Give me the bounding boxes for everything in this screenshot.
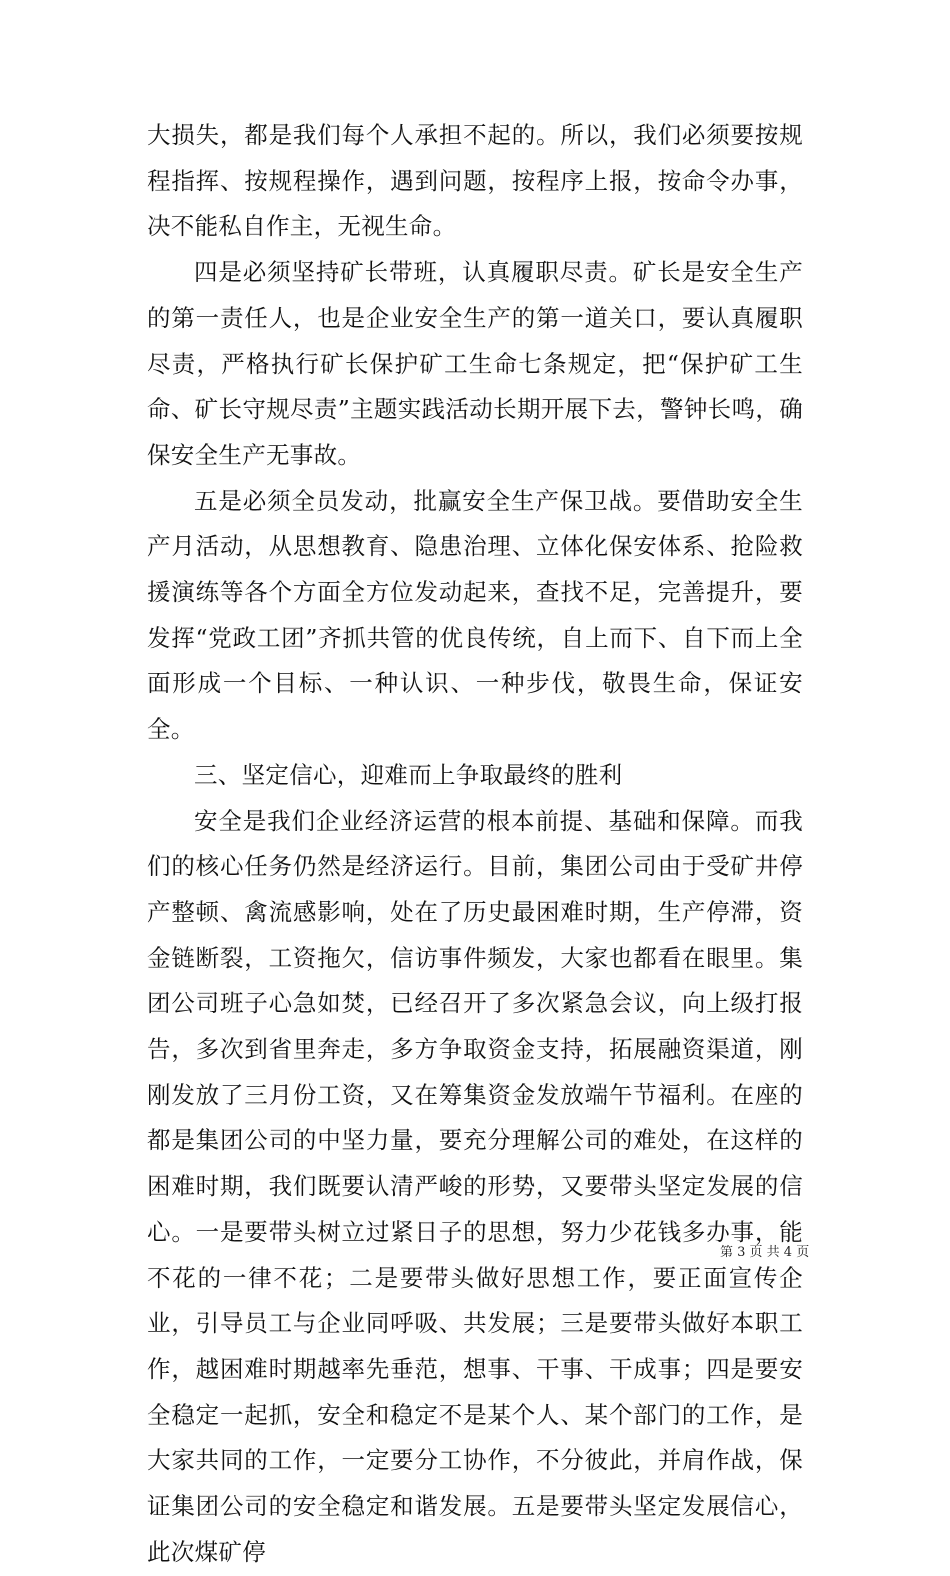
paragraph-continuation: 大损失，都是我们每个人承担不起的。所以，我们必须要按规程指挥、按规程操作，遇到问题，按程序上报，按命令办事，决不能私自作主，无视生命。 — [147, 121, 803, 241]
section-heading-three: 三、坚定信心，迎难而上争取最终的胜利 — [194, 760, 623, 789]
page-number-footer: 第 3 页 共 4 页 — [720, 1245, 810, 1260]
document-body — [147, 113, 803, 1576]
paragraph-point-four: 四是必须坚持矿长带班，认真履职尽责。矿长是安全生产的第一责任人，也是企业安全生产的第一道关口，要认真履职尽责，严格执行矿长保护矿工生命七条规定，把“保护矿工生命、矿长守规尽责”主题实践活动长期开展下去，警钟长鸣，确保安全生产无事故。 — [147, 258, 803, 469]
paragraph-point-five: 五是必须全员发动，批赢安全生产保卫战。要借助安全生产月活动，从思想教育、隐患治理、立体化保安体系、抢险救援演练等各个方面全方位发动起来，查找不足，完善提升，要发挥“党政工团”齐抓共管的优良传统，自上而下、自下而上全面形成一个目标、一种认识、一种步伐，敬畏生命，保证安全。 — [147, 486, 803, 744]
paragraph-section-three-body: 安全是我们企业经济运营的根本前提、基础和保障。而我们的核心任务仍然是经济运行。目前，集团公司由于受矿井停产整顿、禽流感影响，处在了历史最困难时期，生产停滞，资金链断裂，工资拖欠，信访事件频发，大家也都看在眼里。集团公司班子心急如焚，已经召开了多次紧急会议，向上级打报告，多次到省里奔走，多方争取资金支持，拓展融资渠道，刚刚发放了三月份工资，又在筹集资金发放端午节福利。在座的都是集团公司的中坚力量，要充分理解公司的难处，在这样的困难时期，我们既要认清严峻的形势，又要带头坚定发展的信心。一是要带头树立过紧日子的思想，努力少花钱多办事，能不花的一律不花；二是要带头做好思想工作，要正面宣传企业，引导员工与企业同呼吸、共发展；三是要带头做好本职工作，越困难时期越率先垂范，想事、干事、干成事；四是要安全稳定一起抓，安全和稳定不是某个人、某个部门的工作，是大家共同的工作，一定要分工协作，不分彼此，并肩作战，保证集团公司的安全稳定和谐发展。五是要带头坚定发展信心，此次煤矿停 — [147, 806, 803, 1566]
